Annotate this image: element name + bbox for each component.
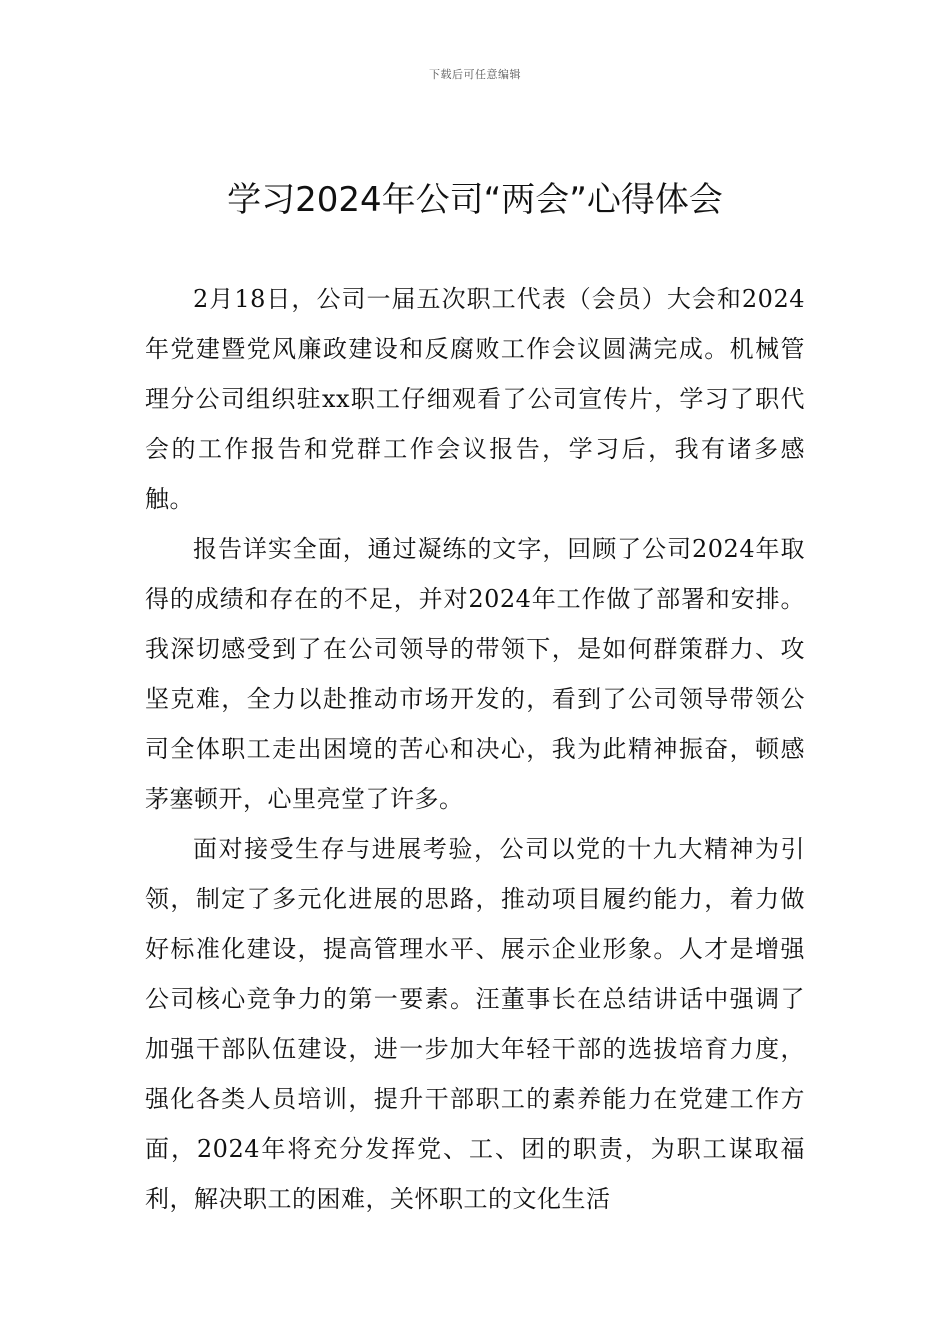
paragraph-1: 2月18日，公司一届五次职工代表（会员）大会和2024年党建暨党风廉政建设和反腐败工作会议圆满完成。机械管理分公司组织驻xx职工仔细观看了公司宣传片，学习了职代会的工作报告和党群工作会议报告，学习后，我有诸多感触。	[145, 285, 805, 513]
document-title: 学习2024年公司“两会”心得体会	[227, 180, 723, 220]
paragraph-3: 面对接受生存与进展考验，公司以党的十九大精神为引领，制定了多元化进展的思路，推动项目履约能力，着力做好标准化建设，提高管理水平、展示企业形象。人才是增强公司核心竞争力的第一要素。汪董事长在总结讲话中强调了加强干部队伍建设，进一步加大年轻干部的选拔培育力度，强化各类人员培训，提升干部职工的素养能力在党建工作方面，2024年将充分发挥党、工、团的职责，为职工谋取福利，解决职工的困难，关怀职工的文化生活	[145, 835, 805, 1213]
paragraph-2: 报告详实全面，通过凝练的文字，回顾了公司2024年取得的成绩和存在的不足，并对2024年工作做了部署和安排。我深切感受到了在公司领导的带领下，是如何群策群力、攻坚克难，全力以赴推动市场开发的，看到了公司领导带领公司全体职工走出困境的苦心和决心，我为此精神振奋，顿感茅塞顿开，心里亮堂了许多。	[145, 535, 805, 813]
page-header-note: 下载后可任意编辑	[429, 68, 521, 81]
document-body	[145, 274, 805, 1224]
